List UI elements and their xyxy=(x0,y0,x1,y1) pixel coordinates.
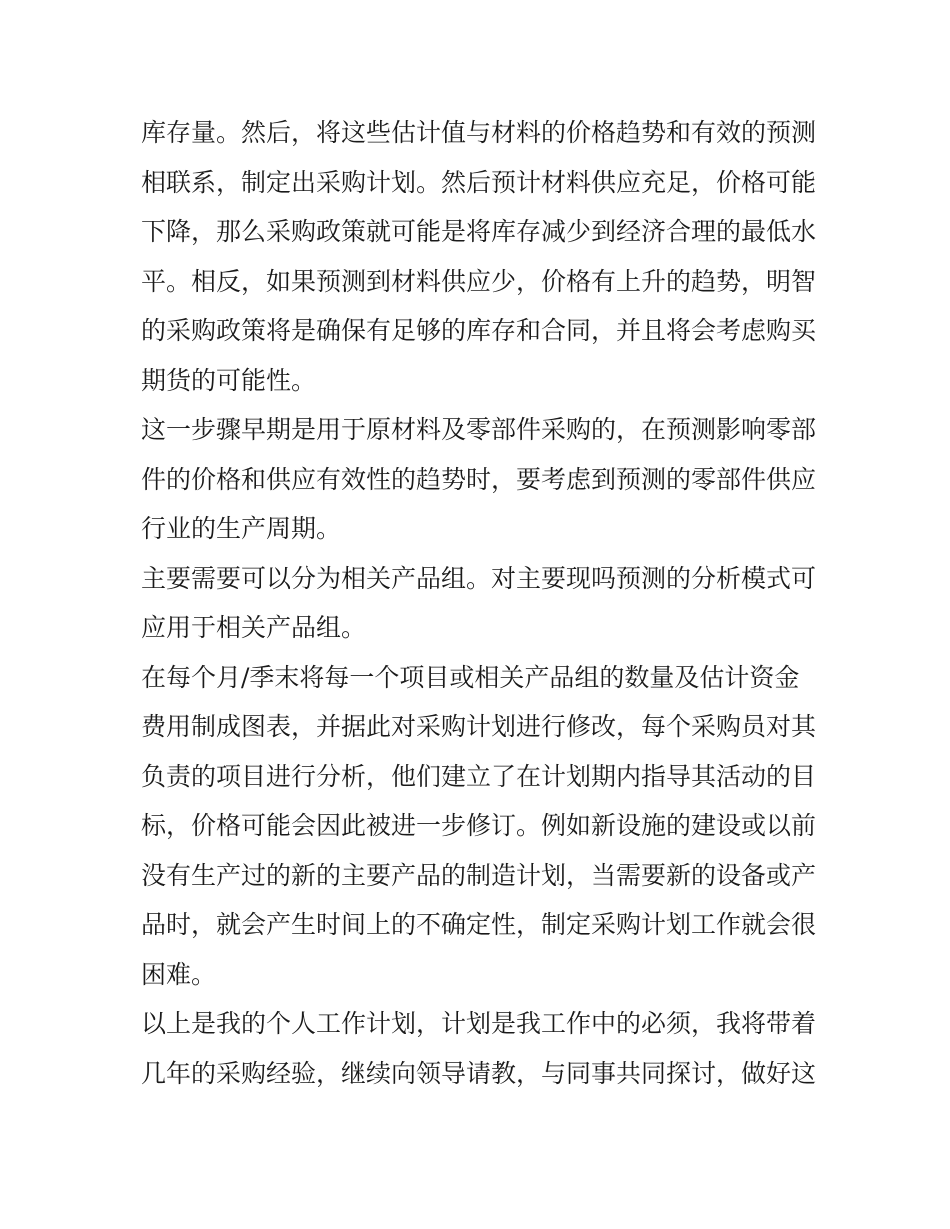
text-line: 库存量。然后，将这些估计值与材料的价格趋势和有效的预测 xyxy=(141,118,817,147)
text-line: 没有生产过的新的主要产品的制造计划，当需要新的设备或产 xyxy=(141,860,817,890)
text-line: 主要需要可以分为相关产品组。对主要现吗预测的分析模式可 xyxy=(141,563,817,593)
text-line: 应用于相关产品组。 xyxy=(141,613,367,642)
text-line: 困难。 xyxy=(141,959,217,989)
text-line: 几年的采购经验，继续向领导请教，与同事共同探讨，做好这 xyxy=(141,1058,817,1088)
body-text xyxy=(141,108,817,1098)
text-line: 品时，就会产生时间上的不确定性，制定采购计划工作就会很 xyxy=(141,910,817,939)
text-line: 的采购政策将是确保有足够的库存和合同，并且将会考虑购买 xyxy=(141,316,817,345)
text-line: 这一步骤早期是用于原材料及零部件采购的，在预测影响零部 xyxy=(141,415,817,444)
text-line: 件的价格和供应有效性的趋势时，要考虑到预测的零部件供应 xyxy=(141,464,817,494)
text-line: 费用制成图表，并据此对采购计划进行修改，每个采购员对其 xyxy=(141,712,817,741)
text-line: 相联系，制定出采购计划。然后预计材料供应充足，价格可能 xyxy=(141,167,817,197)
text-line: 平。相反，如果预测到材料供应少，价格有上升的趋势，明智 xyxy=(141,266,817,296)
text-line: 标，价格可能会因此被进一步修订。例如新设施的建设或以前 xyxy=(141,811,817,840)
text-line: 行业的生产周期。 xyxy=(141,514,342,543)
text-line: 以上是我的个人工作计划，计划是我工作中的必须，我将带着 xyxy=(141,1009,817,1038)
text-line: 在每个月/季末将每一个项目或相关产品组的数量及估计资金 xyxy=(141,662,800,692)
text-line: 下降，那么采购政策就可能是将库存减少到经济合理的最低水 xyxy=(141,217,817,246)
text-line: 期货的可能性。 xyxy=(141,365,317,395)
text-line: 负责的项目进行分析，他们建立了在计划期内指导其活动的目 xyxy=(141,761,817,791)
